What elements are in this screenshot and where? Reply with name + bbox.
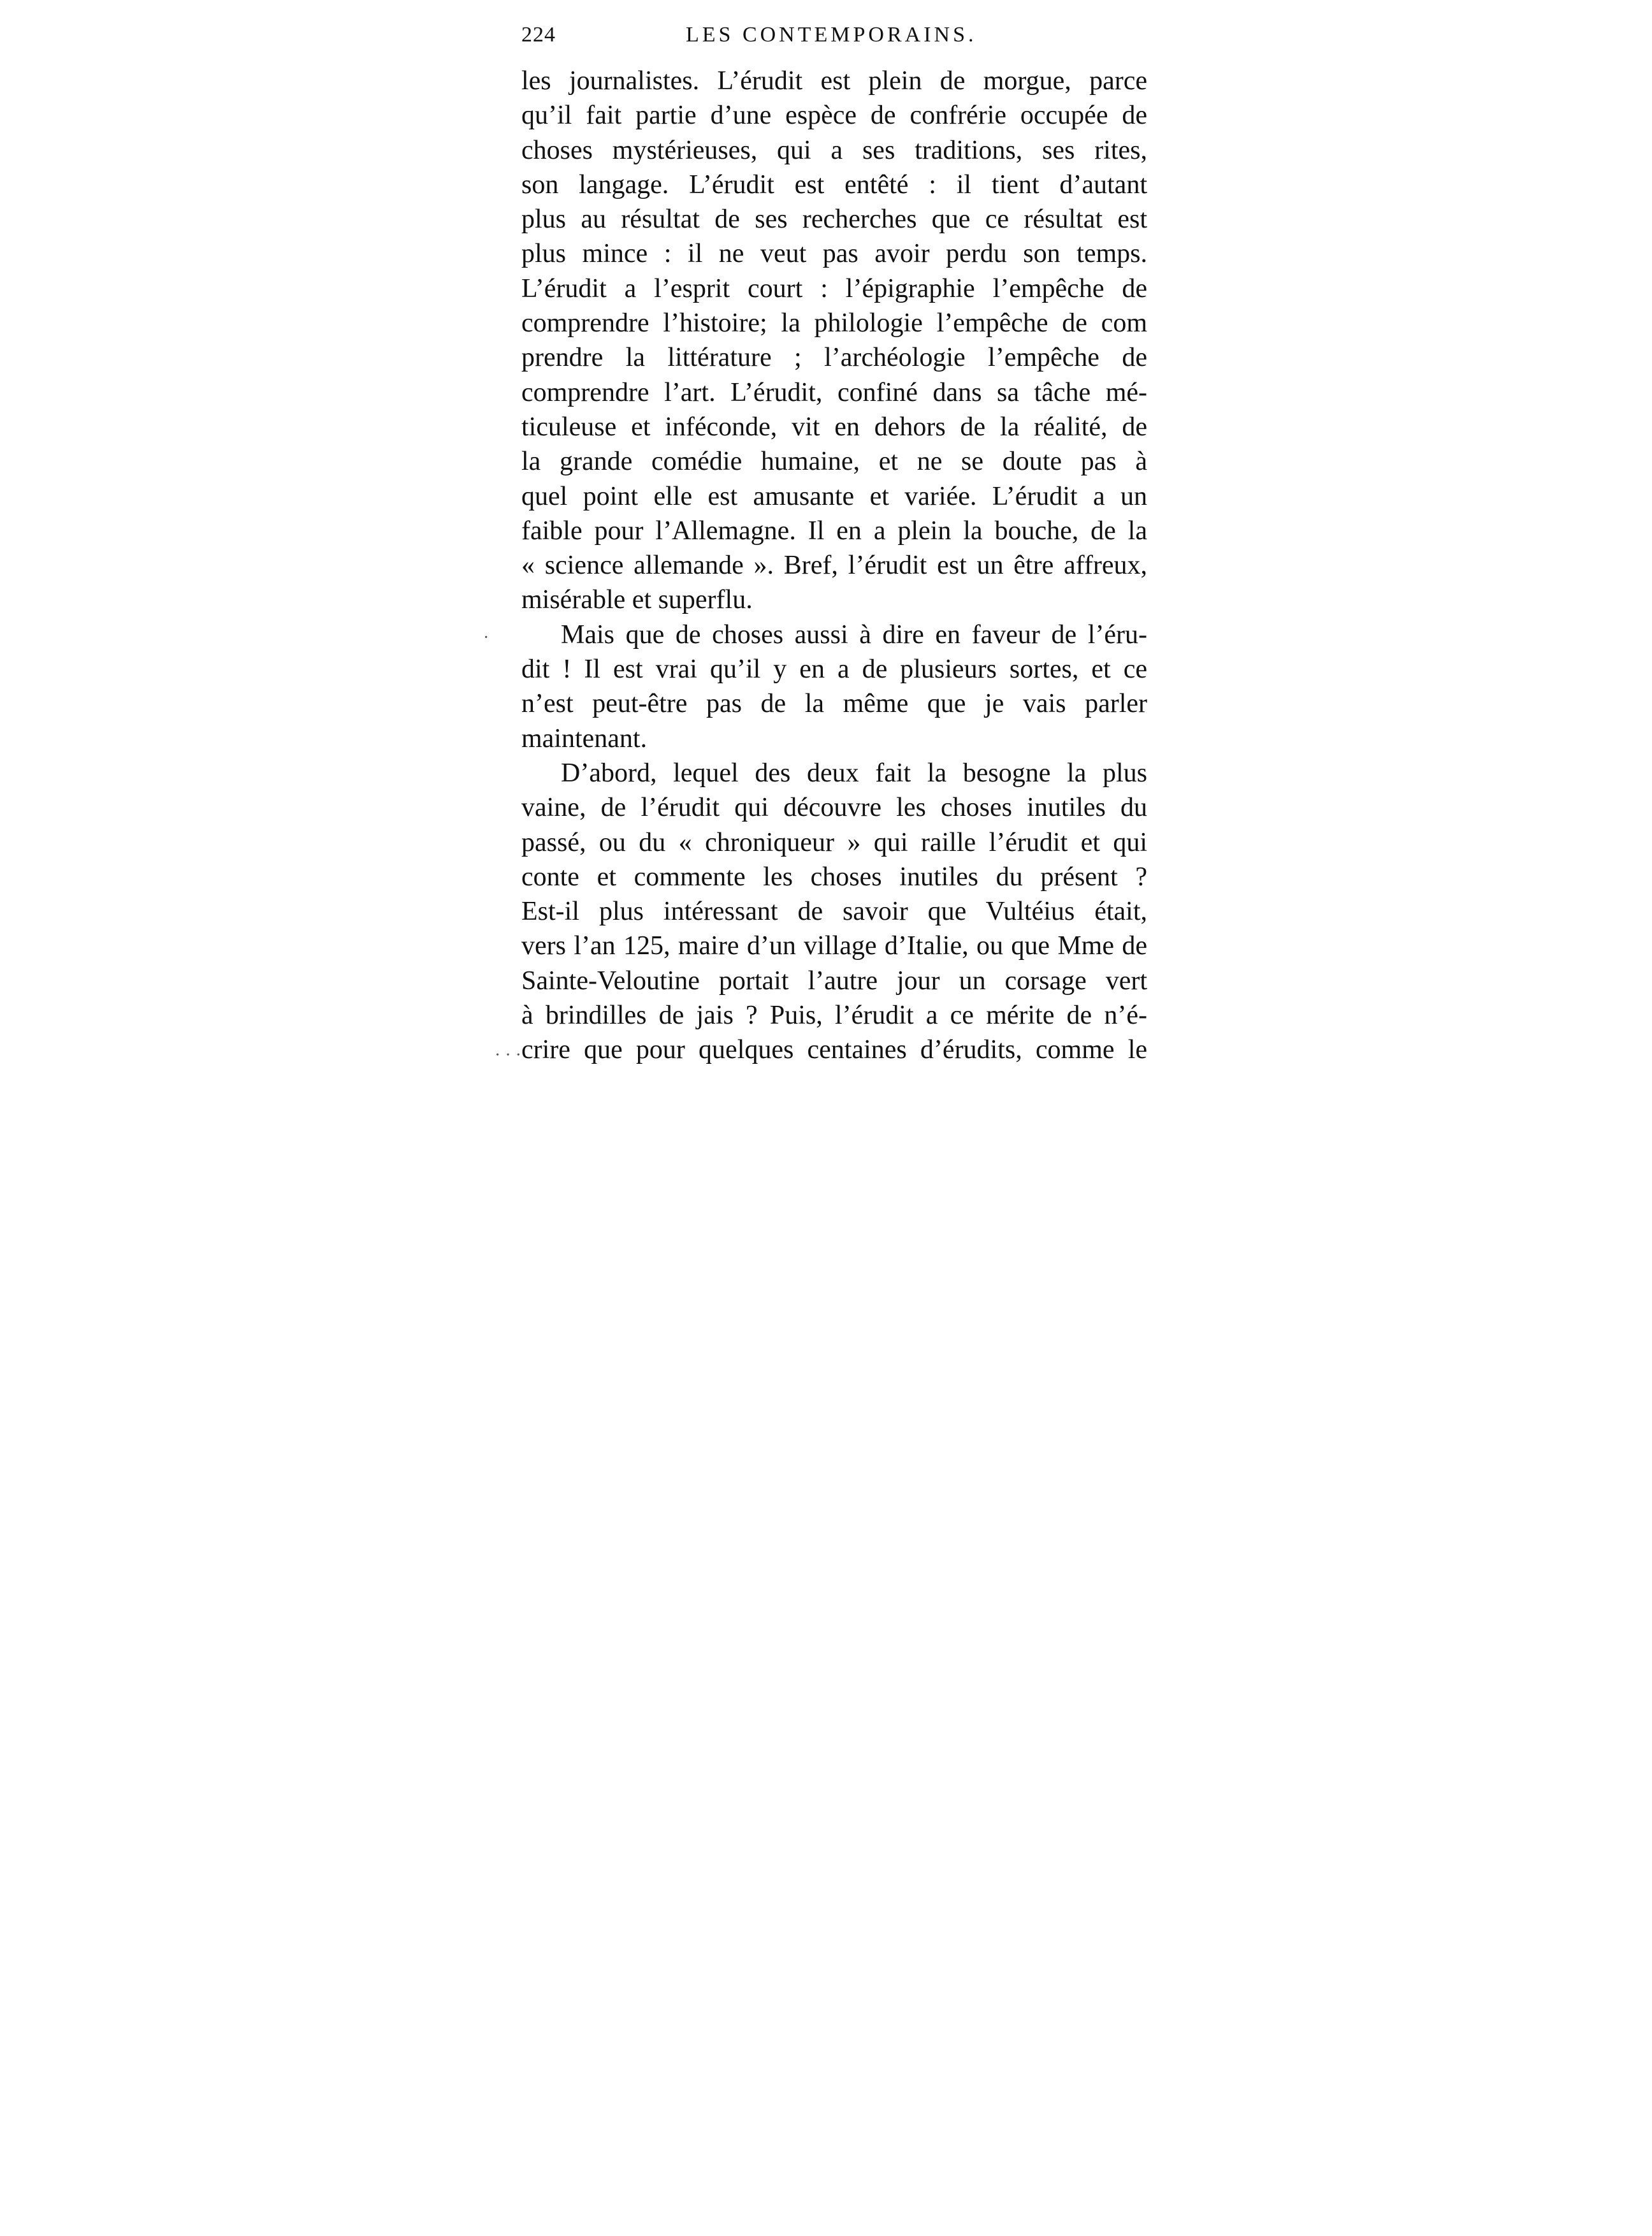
text-line: conte et commente les choses inutiles du présent ? bbox=[521, 862, 1147, 892]
text-line: L’érudit a l’esprit court : l’épigraphie l’empêche de bbox=[521, 273, 1147, 303]
text-line: comprendre l’histoire; la philologie l’empêche de com bbox=[521, 309, 1147, 338]
text-line: les journalistes. L’érudit est plein de morgue, parce bbox=[521, 66, 1147, 96]
page-number: 224 bbox=[521, 23, 556, 47]
text-line: vers l’an 125, maire d’un village d’Italie, ou que Mme de bbox=[521, 931, 1147, 961]
text-line: « science allemande ». Bref, l’érudit est un être affreux, bbox=[521, 551, 1147, 581]
text-line: ticuleuse et inféconde, vit en dehors de la réalité, de bbox=[521, 412, 1147, 442]
running-head: LES CONTEMPORAINS. bbox=[686, 23, 977, 47]
text-line: crire que pour quelques centaines d’érudits, comme le bbox=[521, 1035, 1147, 1065]
text-line: D’abord, lequel des deux fait la besogne la plus bbox=[561, 758, 1147, 788]
text-line: qu’il fait partie d’une espèce de confrérie occupée de bbox=[521, 101, 1147, 131]
text-line: vaine, de l’érudit qui découvre les choses inutiles du bbox=[521, 793, 1147, 823]
text-line: Sainte-Veloutine portait l’autre jour un corsage vert bbox=[521, 966, 1147, 996]
page-header bbox=[521, 19, 1147, 57]
margin-dots: · · · bbox=[495, 1045, 521, 1065]
text-line: Mais que de choses aussi à dire en faveur de l’éru- bbox=[561, 620, 1147, 650]
text-line: la grande comédie humaine, et ne se doute pas à bbox=[521, 447, 1147, 477]
text-line: choses mystérieuses, qui a ses traditions, ses rites, bbox=[521, 135, 1147, 165]
text-line: son langage. L’érudit est entêté : il tient d’autant bbox=[521, 170, 1147, 200]
text-line: maintenant. bbox=[521, 723, 648, 753]
text-line: à brindilles de jais ? Puis, l’érudit a ce mérite de n’é- bbox=[521, 1001, 1147, 1031]
text-line: passé, ou du « chroniqueur » qui raille l’érudit et qui bbox=[521, 827, 1147, 857]
text-line: Est-il plus intéressant de savoir que Vultéius était, bbox=[521, 897, 1147, 927]
body-text bbox=[521, 64, 1147, 1068]
text-line: quel point elle est amusante et variée. L’érudit a un bbox=[521, 481, 1147, 511]
text-line: faible pour l’Allemagne. Il en a plein la bouche, de la bbox=[521, 516, 1147, 546]
text-line: prendre la littérature ; l’archéologie l’empêche de bbox=[521, 343, 1147, 373]
text-line: plus au résultat de ses recherches que ce résultat est bbox=[521, 205, 1147, 235]
text-line: comprendre l’art. L’érudit, confiné dans sa tâche mé- bbox=[521, 377, 1147, 407]
text-line: n’est peut-être pas de la même que je vais parler bbox=[521, 689, 1147, 719]
text-line: plus mince : il ne veut pas avoir perdu son temps. bbox=[521, 239, 1147, 269]
text-line: dit ! Il est vrai qu’il y en a de plusieurs sortes, et ce bbox=[521, 655, 1147, 685]
margin-speck: · bbox=[483, 628, 489, 648]
text-line: misérable et superflu. bbox=[521, 585, 753, 615]
